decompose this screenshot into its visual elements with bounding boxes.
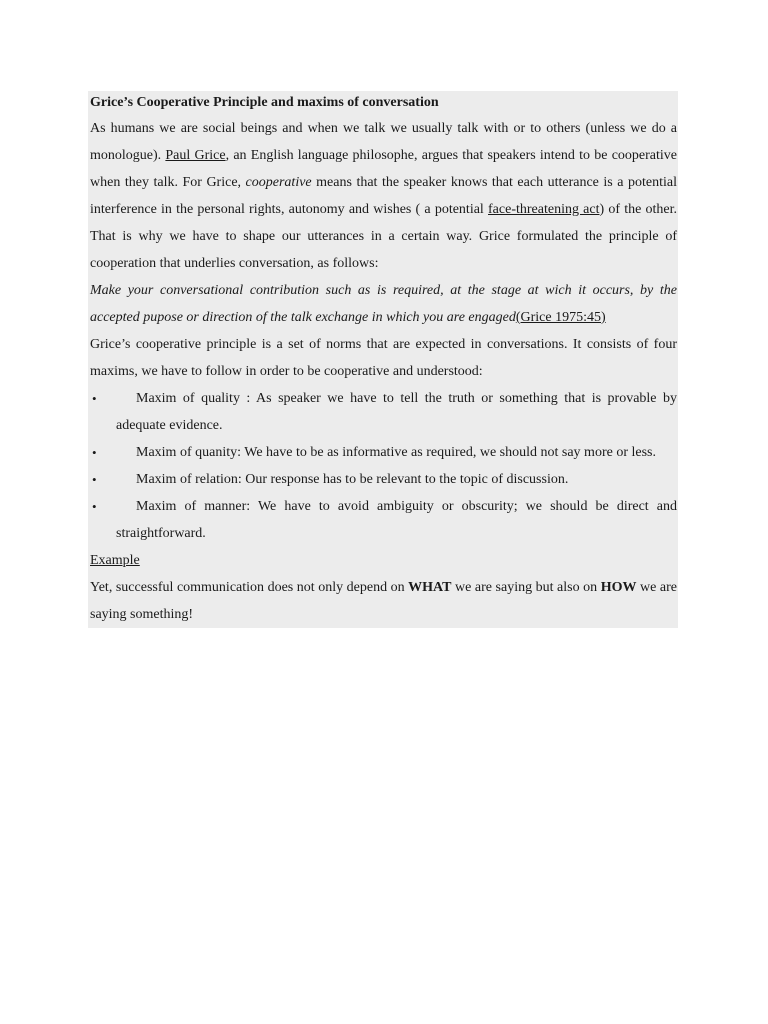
document-title: Grice’s Cooperative Principle and maxims of conversation	[90, 95, 439, 110]
intro-text-1: As humans we are social beings and when we talk we usually talk with or to others (unless we do a monologue).	[90, 121, 677, 163]
intro-text-4: ) of the other. That is why we have to shape our utterances in a certain way. Grice formulated the principle of cooperation that underlies conversation, as follows:	[90, 202, 678, 271]
how-emphasis: HOW	[600, 580, 637, 595]
maxim-relation: Maxim of relation: Our response has to be relevant to the topic of discussion.	[136, 472, 569, 487]
list-item	[90, 439, 677, 466]
paul-grice-link[interactable]: Paul Grice	[165, 148, 226, 163]
intro-text-3: means that the speaker knows that each utterance is a potential interference in the personal rights, autonomy and wishes ( a potential	[90, 175, 677, 217]
maxim-quantity: Maxim of quanity: We have to be as informative as required, we should not say more or less.	[136, 445, 656, 460]
bullet-icon: •	[92, 472, 97, 487]
conclusion-text-3: we are saying something!	[90, 580, 677, 622]
conclusion-paragraph	[90, 574, 677, 628]
citation-close: )	[601, 310, 606, 325]
conclusion-text-1: Yet, successful communication does not only depend on	[90, 580, 409, 595]
list-item	[90, 466, 677, 493]
cooperative-principle-quote	[90, 277, 677, 331]
bullet-icon: •	[92, 445, 97, 460]
maxim-manner: Maxim of manner: We have to avoid ambiguity or obscurity; we should be direct and straightforward.	[116, 499, 677, 541]
list-item	[90, 493, 677, 547]
cooperative-term: cooperative	[245, 175, 312, 190]
maxims-list	[90, 385, 677, 547]
intro-text-2: , an English language philosophe, argues that speakers intend to be cooperative when they talk. For Grice,	[90, 148, 677, 190]
principle-summary: Grice’s cooperative principle is a set of norms that are expected in conversations. It consists of four maxims, we have to follow in order to be cooperative and understood:	[90, 337, 677, 379]
bullet-icon: •	[92, 499, 97, 514]
quote-text: Make your conversational contribution such as is required, at the stage at wich it occurs, by the accepted pupose or direction of the talk exchange in which you are engaged	[90, 283, 677, 325]
citation-link[interactable]	[516, 310, 606, 325]
face-threatening-act-link[interactable]: face-threatening act	[488, 202, 600, 217]
document-text-block	[88, 91, 678, 628]
citation-text: Grice 1975:45	[520, 310, 601, 325]
list-item	[90, 385, 677, 439]
what-emphasis: WHAT	[408, 580, 452, 595]
maxim-quality: Maxim of quality : As speaker we have to tell the truth or something that is provable by adequate evidence.	[116, 391, 677, 433]
example-heading[interactable]: Example	[90, 553, 140, 568]
conclusion-text-2: we are saying but also on	[451, 580, 601, 595]
bullet-icon: •	[92, 391, 97, 406]
citation-open: (	[515, 310, 521, 325]
intro-paragraph	[90, 115, 677, 277]
